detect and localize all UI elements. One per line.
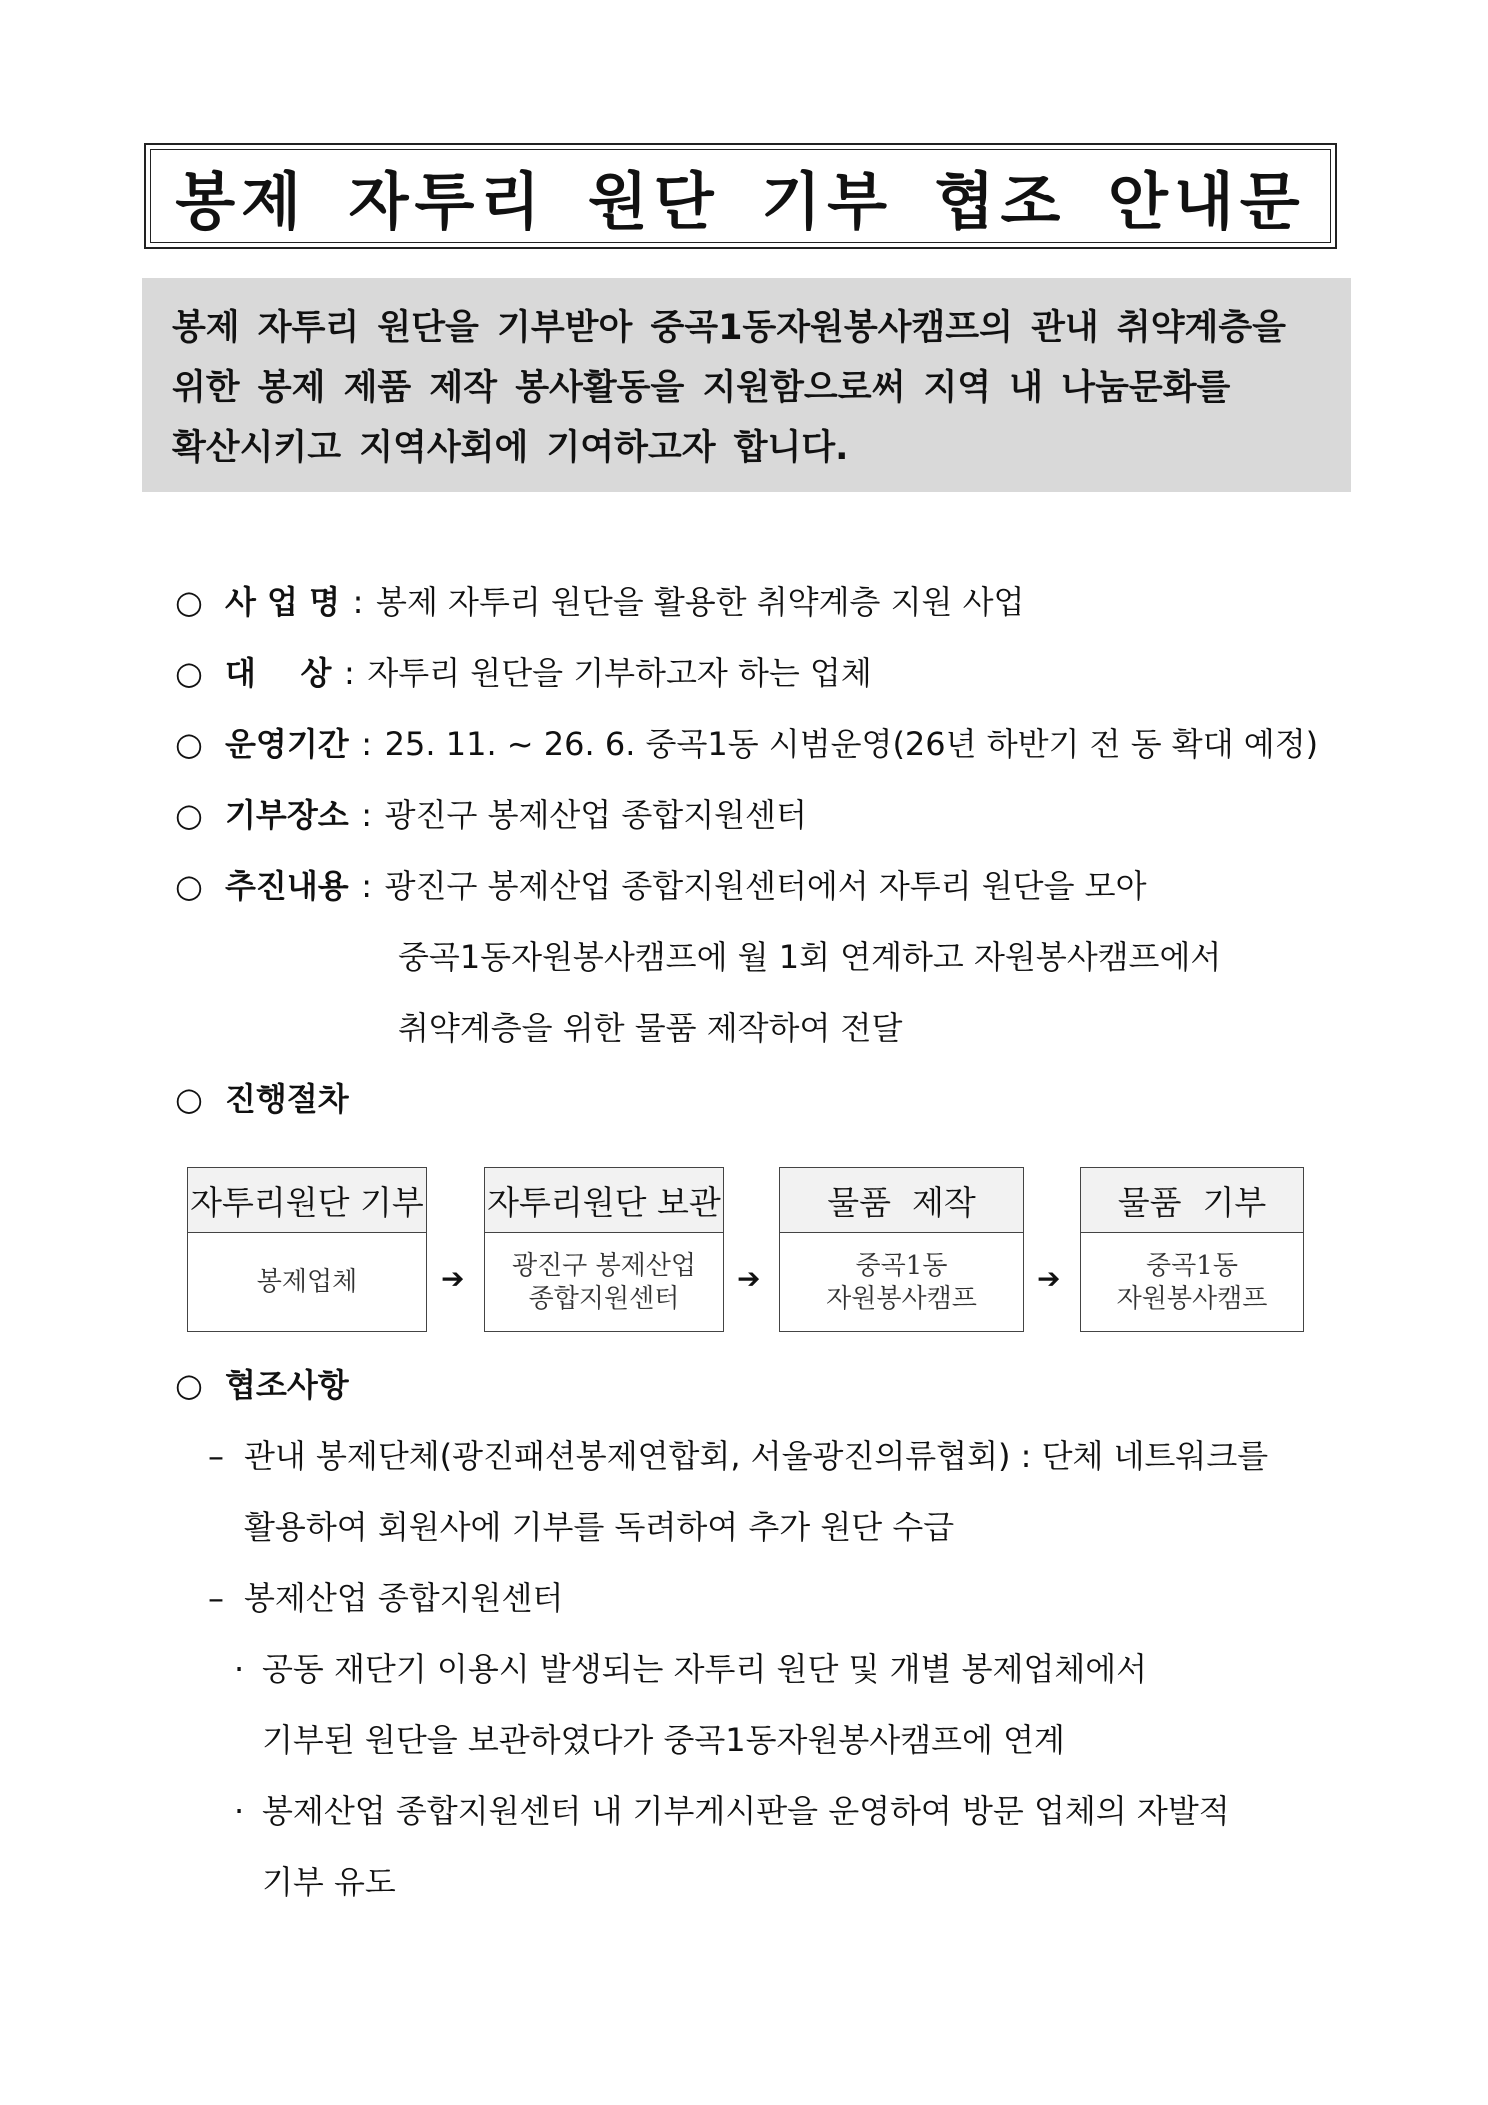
flow-step-production — [779, 1167, 1024, 1332]
flow-step-title: 물품 기부 — [1081, 1168, 1303, 1233]
section-heading: 진행절차 — [225, 1080, 349, 1118]
item-value: 25. 11. ~ 26. 6. 중곡1동 시범운영(26년 하반기 전 동 확대 예정) — [384, 725, 1319, 763]
cooperation-dash-icon: – — [208, 1437, 224, 1475]
bullet-icon: ○ — [175, 725, 203, 763]
cooperation-dash-icon: – — [208, 1579, 224, 1617]
flow-step-text: 중곡1동 — [1146, 1250, 1238, 1281]
bullet-icon: ○ — [175, 654, 203, 692]
item-label: 추진내용 — [225, 867, 349, 905]
flow-step-body — [780, 1233, 1023, 1332]
flow-step-text: 중곡1동 — [855, 1250, 948, 1281]
cooperation-line: 공동 재단기 이용시 발생되는 자투리 원단 및 개별 봉제업체에서 — [262, 1650, 1148, 1688]
cooperation-dot-icon: · — [234, 1792, 245, 1830]
item-content-continued: 취약계층을 위한 물품 제작하여 전달 — [398, 1009, 903, 1047]
item-period — [175, 724, 1318, 764]
item-label: 대 상 — [225, 654, 332, 692]
arrow-right-icon: ➔ — [1037, 1262, 1061, 1295]
title-box — [144, 143, 1337, 249]
page-title: 봉제 자투리 원단 기부 협조 안내문 — [175, 164, 1306, 238]
cooperation-line: 활용하여 회원사에 기부를 독려하여 추가 원단 수급 — [244, 1508, 955, 1546]
cooperation-line: 봉제산업 종합지원센터 내 기부게시판을 운영하여 방문 업체의 자발적 — [262, 1792, 1230, 1830]
separator: : — [344, 654, 355, 692]
flow-step-text: 광진구 봉제산업 — [511, 1250, 697, 1281]
arrow-right-icon: ➔ — [441, 1262, 465, 1295]
item-value: 광진구 봉제산업 종합지원센터 — [384, 796, 807, 834]
item-value: 자투리 원단을 기부하고자 하는 업체 — [367, 654, 872, 692]
flow-step-text: 자원봉사캠프 — [1116, 1283, 1268, 1314]
cooperation-line: 관내 봉제단체(광진패션봉제연합회, 서울광진의류협회) : 단체 네트워크를 — [244, 1437, 1269, 1475]
intro-box — [142, 278, 1351, 492]
procedure-heading — [175, 1079, 349, 1119]
flow-step-text: 자원봉사캠프 — [826, 1283, 977, 1314]
section-heading: 협조사항 — [225, 1366, 349, 1404]
item-value: 봉제 자투리 원단을 활용한 취약계층 지원 사업 — [376, 583, 1025, 621]
flow-step-donate — [187, 1167, 427, 1332]
flow-step-body — [188, 1233, 426, 1332]
separator: : — [352, 583, 364, 621]
flow-step-title: 자투리원단 보관 — [485, 1168, 723, 1233]
item-target — [175, 653, 872, 693]
separator: : — [361, 867, 373, 905]
item-location — [175, 795, 807, 835]
item-label: 사 업 명 — [225, 583, 341, 621]
item-label: 기부장소 — [225, 796, 349, 834]
separator: : — [361, 725, 373, 763]
cooperation-line: 봉제산업 종합지원센터 — [244, 1579, 564, 1617]
flow-step-body — [485, 1233, 723, 1332]
bullet-icon: ○ — [175, 1366, 203, 1404]
item-content — [175, 866, 1147, 906]
bullet-icon: ○ — [175, 583, 203, 621]
cooperation-line: 기부 유도 — [262, 1863, 396, 1901]
cooperation-line: 기부된 원단을 보관하였다가 중곡1동자원봉사캠프에 연계 — [262, 1721, 1065, 1759]
bullet-icon: ○ — [175, 867, 203, 905]
flow-step-title: 물품 제작 — [780, 1168, 1023, 1233]
flow-step-donation — [1080, 1167, 1304, 1332]
cooperation-heading — [175, 1365, 349, 1405]
separator: : — [361, 796, 373, 834]
item-content-continued: 중곡1동자원봉사캠프에 월 1회 연계하고 자원봉사캠프에서 — [398, 938, 1222, 976]
cooperation-dot-icon: · — [234, 1650, 245, 1688]
intro-line: 위한 봉제 제품 제작 봉사활동을 지원함으로써 지역 내 나눔문화를 — [172, 368, 1231, 408]
intro-line: 확산시키고 지역사회에 기여하고자 합니다. — [172, 428, 849, 468]
bullet-icon: ○ — [175, 1080, 203, 1118]
item-value: 광진구 봉제산업 종합지원센터에서 자투리 원단을 모아 — [384, 867, 1147, 905]
flow-step-storage — [484, 1167, 724, 1332]
flow-step-text: 종합지원센터 — [528, 1283, 680, 1314]
flow-step-body — [1081, 1233, 1303, 1332]
flow-step-title: 자투리원단 기부 — [188, 1168, 426, 1233]
item-label: 운영기간 — [225, 725, 349, 763]
arrow-right-icon: ➔ — [737, 1262, 761, 1295]
flow-step-text: 봉제업체 — [256, 1267, 358, 1297]
bullet-icon: ○ — [175, 796, 203, 834]
item-business-name — [175, 582, 1024, 622]
intro-line: 봉제 자투리 원단을 기부받아 중곡1동자원봉사캠프의 관내 취약계층을 — [172, 308, 1286, 348]
